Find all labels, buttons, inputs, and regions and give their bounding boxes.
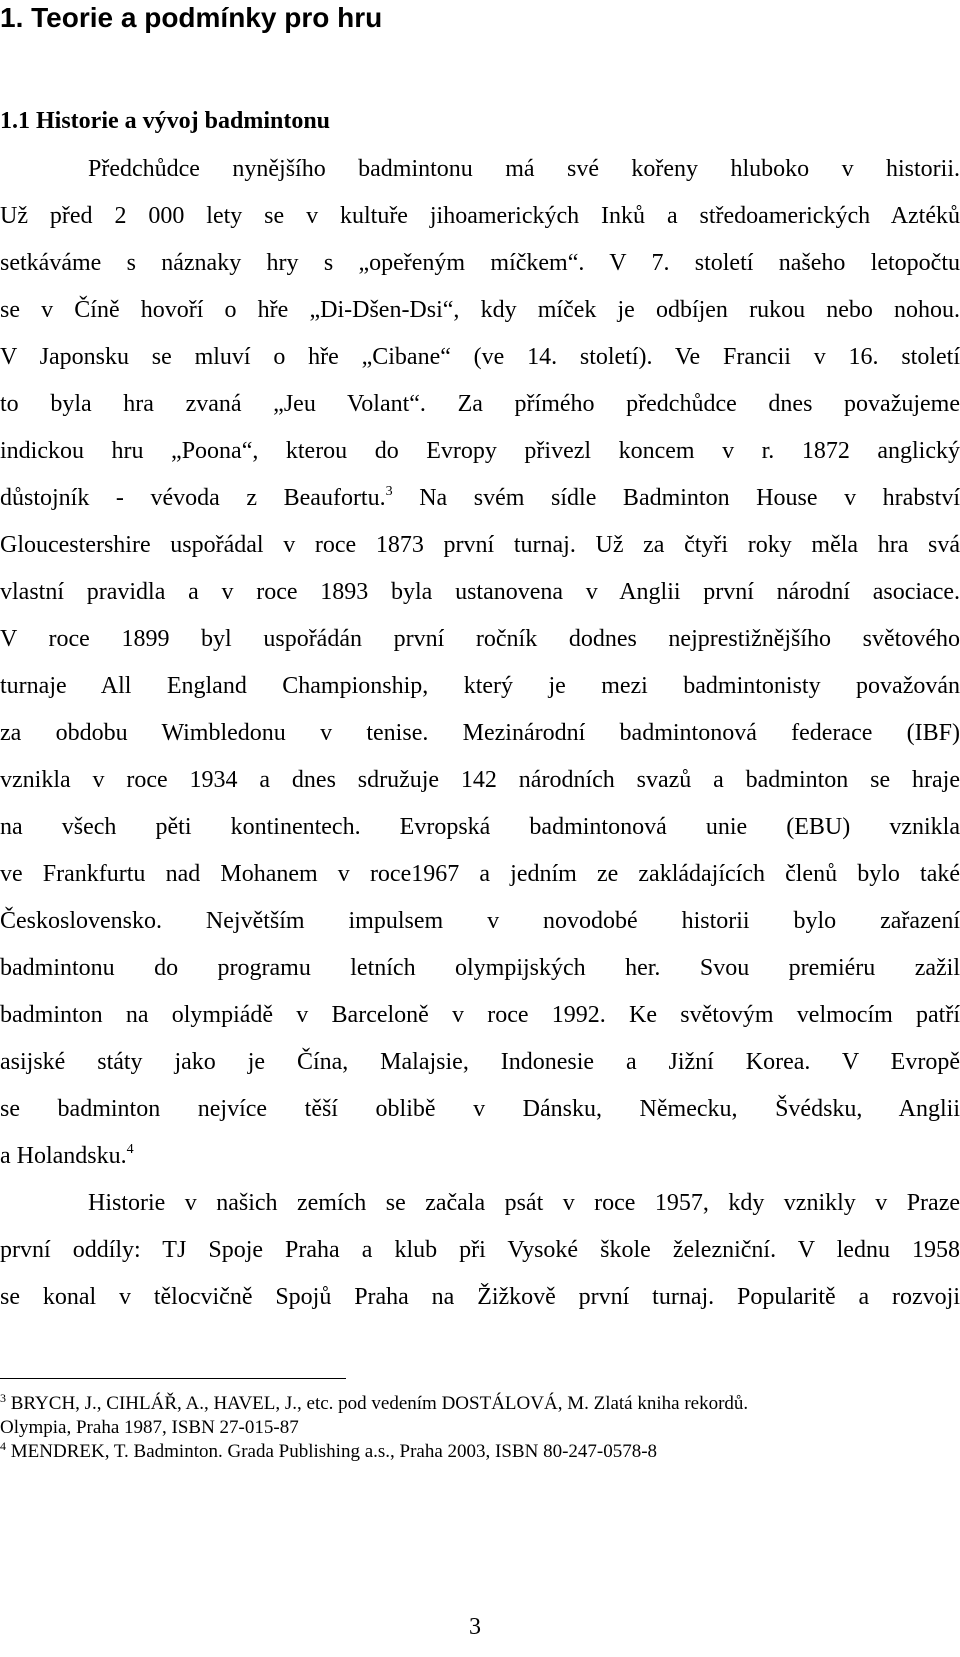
footnote-text: MENDREK, T. Badminton. Grada Publishing a.s., Praha 2003, ISBN 80-247-0578-8 bbox=[10, 1441, 658, 1462]
line-text: Na svém sídle Badminton House v hrabství bbox=[419, 485, 960, 511]
paragraph-line: ve Frankfurtu nad Mohanem v roce1967 a jedním ze zakládajících členů bylo také bbox=[0, 861, 960, 887]
paragraph-line: první oddíly: TJ Spoje Praha a klub při Vysoké škole železniční. V lednu 1958 bbox=[0, 1237, 960, 1263]
paragraph-line: na všech pěti kontinentech. Evropská badmintonová unie (EBU) vznikla bbox=[0, 814, 960, 840]
line-text: důstojník - vévoda z Beaufortu. bbox=[0, 485, 386, 511]
paragraph-line: setkáváme s náznaky hry s „opeřeným míčkem“. V 7. století našeho letopočtu bbox=[0, 250, 960, 276]
paragraph-line bbox=[0, 483, 960, 513]
paragraph-line: V roce 1899 byl uspořádán první ročník dodnes nejprestižnějšího světového bbox=[0, 626, 960, 652]
paragraph-line: Československo. Největším impulsem v novodobé historii bylo zařazení bbox=[0, 908, 960, 934]
paragraph-line: za obdobu Wimbledonu v tenise. Mezinárodní badmintonová federace (IBF) bbox=[0, 720, 960, 746]
paragraph-line: turnaje All England Championship, který je mezi badmintonisty považován bbox=[0, 673, 960, 699]
paragraph-line: badminton na olympiádě v Barceloně v roce 1992. Ke světovým velmocím patří bbox=[0, 1002, 960, 1028]
paragraph-line: V Japonsku se mluví o hře „Cibane“ (ve 14. století). Ve Francii v 16. století bbox=[0, 344, 960, 370]
paragraph-line: vlastní pravidla a v roce 1893 byla ustanovena v Anglii první národní asociace. bbox=[0, 579, 960, 605]
footnote-text: BRYCH, J., CIHLÁŘ, A., HAVEL, J., etc. pod vedením DOSTÁLOVÁ, M. Zlatá kniha rekordů. bbox=[10, 1393, 749, 1414]
line-text: a Holandsku. bbox=[0, 1143, 127, 1169]
paragraph-line: Historie v našich zemích se začala psát v roce 1957, kdy vznikly v Praze bbox=[88, 1190, 960, 1216]
paragraph-line: badmintonu do programu letních olympijských her. Svou premiéru zažil bbox=[0, 955, 960, 981]
paragraph-line: se v Číně hovoří o hře „Di-Dšen-Dsi“, kdy míček je odbíjen rukou nebo nohou. bbox=[0, 297, 960, 323]
footnote bbox=[0, 1440, 960, 1464]
paragraph-line: indickou hru „Poona“, kterou do Evropy přivezl koncem v r. 1872 anglický bbox=[0, 438, 960, 464]
paragraph-line: se badminton nejvíce těší oblibě v Dánsku, Německu, Švédsku, Anglii bbox=[0, 1096, 960, 1122]
section-title: 1.1 Historie a vývoj badmintonu bbox=[0, 108, 331, 134]
footnote-mark: 3 bbox=[0, 1391, 6, 1405]
paragraph-line: Předchůdce nynějšího badmintonu má své kořeny hluboko v historii. bbox=[88, 156, 960, 182]
paragraph-line: to byla hra zvaná „Jeu Volant“. Za přímého předchůdce dnes považujeme bbox=[0, 391, 960, 417]
chapter-title: 1. Teorie a podmínky pro hru bbox=[0, 2, 383, 33]
footnote-mark: 4 bbox=[0, 1439, 6, 1453]
paragraph-line: vznikla v roce 1934 a dnes sdružuje 142 národních svazů a badminton se hraje bbox=[0, 767, 960, 793]
footnote-ref: 3 bbox=[385, 484, 393, 499]
footnote-divider bbox=[0, 1378, 346, 1379]
footnote bbox=[0, 1392, 960, 1416]
paragraph-line: asijské státy jako je Čína, Malajsie, Indonesie a Jižní Korea. V Evropě bbox=[0, 1049, 960, 1075]
page-number: 3 bbox=[469, 1614, 481, 1640]
paragraph-line bbox=[0, 1141, 960, 1171]
footnote-continuation: Olympia, Praha 1987, ISBN 27-015-87 bbox=[0, 1417, 299, 1438]
paragraph-line: Gloucestershire uspořádal v roce 1873 první turnaj. Už za čtyři roky měla hra svá bbox=[0, 532, 960, 558]
footnote-ref: 4 bbox=[126, 1142, 134, 1157]
paragraph-line: se konal v tělocvičně Spojů Praha na Žižkově první turnaj. Popularitě a rozvoji bbox=[0, 1284, 960, 1310]
paragraph-line: Už před 2 000 lety se v kultuře jihoamerických Inků a středoamerických Aztéků bbox=[0, 203, 960, 229]
